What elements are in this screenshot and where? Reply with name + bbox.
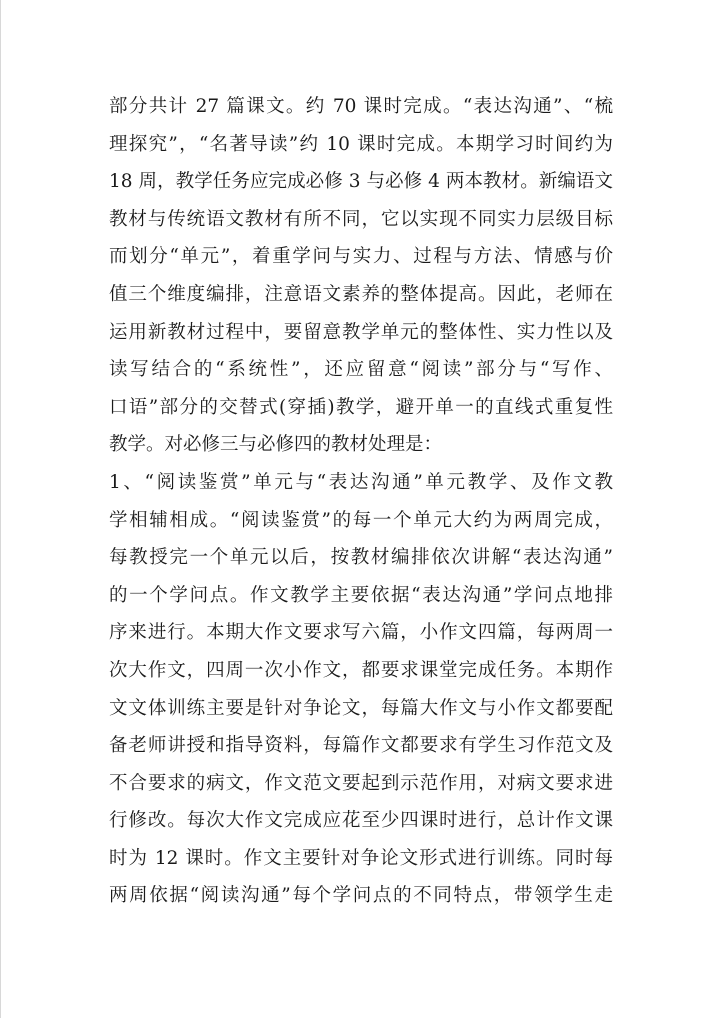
text-line: 口语”部分的交替式(穿插)教学，避开单一的直线式重复性 — [109, 396, 613, 418]
paragraph-2 — [109, 464, 613, 915]
document-body — [109, 88, 613, 915]
paragraph-1 — [109, 88, 613, 464]
text-line: 1、“阅读鉴赏”单元与“表达沟通”单元教学、及作文教 — [109, 471, 613, 493]
text-line: 行修改。每次大作文完成应花至少四课时进行，总计作文课 — [109, 810, 613, 832]
text-line: 不合要求的病文，作文范文要起到示范作用，对病文要求进 — [109, 772, 613, 794]
text-line: 理探究”，“名著导读”约 10 课时完成。本期学习时间约为 — [109, 133, 613, 155]
text-line: 每教授完一个单元以后，按教材编排依次讲解“表达沟通” — [109, 547, 613, 569]
text-line: 文文体训练主要是针对争论文，每篇大作文与小作文都要配 — [109, 697, 613, 719]
text-line: 时为 12 课时。作文主要针对争论文形式进行训练。同时每 — [109, 847, 613, 869]
text-line: 值三个维度编排，注意语文素养的整体提高。因此，老师在 — [109, 283, 613, 305]
text-line: 备老师讲授和指导资料，每篇作文都要求有学生习作范文及 — [109, 735, 613, 757]
text-line: 序来进行。本期大作文要求写六篇，小作文四篇，每两周一 — [109, 622, 613, 644]
text-line: 部分共计 27 篇课文。约 70 课时完成。“表达沟通”、“梳 — [109, 96, 613, 117]
text-line: 教学。对必修三与必修四的教材处理是： — [109, 434, 443, 456]
text-line: 次大作文，四周一次小作文，都要求课堂完成任务。本期作 — [109, 659, 613, 681]
text-line: 而划分“单元”，着重学问与实力、过程与方法、情感与价 — [109, 246, 613, 268]
text-line: 读写结合的“系统性”，还应留意“阅读”部分与“写作、 — [109, 359, 613, 381]
text-line: 18 周，教学任务应完成必修 3 与必修 4 两本教材。新编语文 — [109, 171, 613, 193]
text-line: 两周依据“阅读沟通”每个学问点的不同特点，带领学生走 — [109, 885, 613, 907]
text-line: 学相辅相成。“阅读鉴赏”的每一个单元大约为两周完成， — [109, 509, 613, 531]
text-line: 的一个学问点。作文教学主要依据“表达沟通”学问点地排 — [109, 584, 613, 606]
text-line: 运用新教材过程中，要留意教学单元的整体性、实力性以及 — [109, 321, 613, 343]
text-line: 教材与传统语文教材有所不同，它以实现不同实力层级目标 — [109, 208, 613, 230]
